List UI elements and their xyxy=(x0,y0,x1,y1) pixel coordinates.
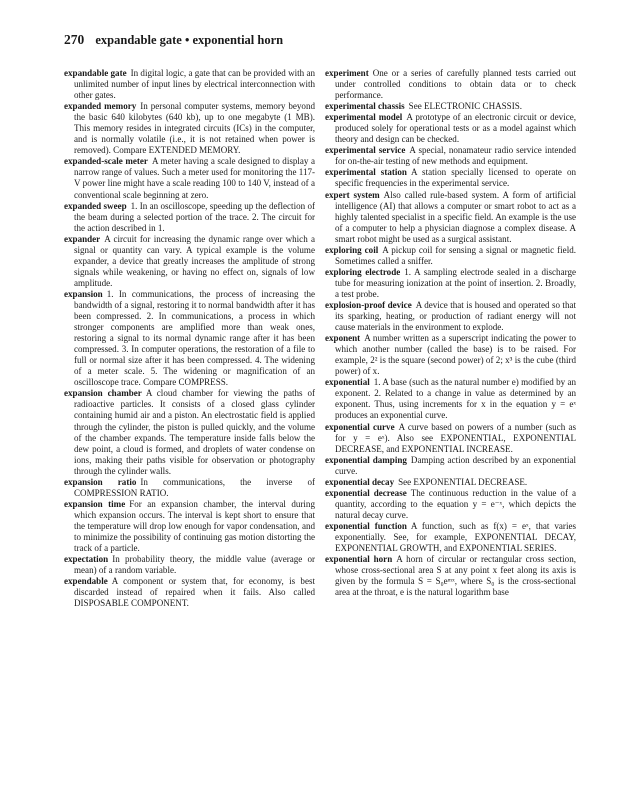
entry-definition: Damping action described by an exponential curve. xyxy=(335,454,576,476)
entry-definition: In communications, the inverse of COMPRESSION RATIO. xyxy=(74,476,315,498)
dictionary-entry xyxy=(325,267,576,300)
entry-term: experiment xyxy=(325,68,369,78)
entry-term: expansion time xyxy=(64,498,126,509)
entry-definition: A station specially licensed to operate on specific frequencies in the experimental service. xyxy=(335,167,576,189)
entry-term: expansion chamber xyxy=(64,388,142,399)
dictionary-entry xyxy=(325,101,576,112)
dictionary-entry xyxy=(325,521,576,554)
entry-term: expansion xyxy=(64,288,103,299)
page-number: 270 xyxy=(64,32,85,47)
dictionary-entry xyxy=(64,201,315,234)
entry-definition: In digital logic, a gate that can be provided with an unlimited number of input lines by electrical interconnection with other gates. xyxy=(74,68,315,101)
entry-term: exploring coil xyxy=(325,244,379,255)
dictionary-entry xyxy=(325,167,576,189)
entry-term: exponential function xyxy=(325,520,407,531)
entry-term: exponential curve xyxy=(325,421,395,432)
entry-term: expandable gate xyxy=(64,68,127,78)
entry-term: experimental model xyxy=(325,112,403,123)
dictionary-entry xyxy=(64,576,315,609)
entry-definition: 1. In an oscilloscope, speeding up the deflection of the beam during a selected portion of the trace. 2. The circuit for the action described in 1. xyxy=(74,200,315,233)
running-header xyxy=(64,32,584,48)
entry-term: expansion ratio xyxy=(64,476,137,487)
running-head: expandable gate • exponential horn xyxy=(95,33,284,47)
dictionary-entry xyxy=(325,377,576,421)
dictionary-entry xyxy=(64,156,315,200)
entry-definition: A function, such as f(x) = eˣ, that varies exponentially. See, for example, EXPONENTIAL DECAY, EXPONENTIAL GROWTH, and EXPONENTIAL SERIES. xyxy=(335,520,576,554)
entry-definition: In personal computer systems, memory beyond the basic 640 kilobytes (640 kb), up to one megabyte (1 MB). This memory resides in integrated circuits (ICs) in the computer, and is normally volatile (i.e., it is not retained when power is removed). Compare EXTENDED MEMORY. xyxy=(74,101,315,156)
entry-definition: Also called rule-based system. A form of artificial intelligence (AI) that allows a computer or smart robot to act as a highly talented specialist in a specific field. An example is the use of a computer to help a physician diagnose a complex disease. A smart robot might be used as a surgical assistant. xyxy=(335,189,576,244)
dictionary-entry xyxy=(64,289,315,388)
entry-definition: 1. In communications, the process of increasing the bandwidth of a signal, restoring it to normal bandwidth after it has been compressed. 2. In communications, a process in which stronger components are amplified more than weak ones, restoring a signal to its normal dynamic range after it has been compressed. 3. In computer operations, the restoration of a file to full or normal size after it has been compressed. 4. The widening of a meter scale. 5. The widening or magnification of an oscilloscope trace. Compare COMPRESS. xyxy=(74,288,315,388)
entry-definition: See ELECTRONIC CHASSIS. xyxy=(408,101,522,112)
entry-term: expanded memory xyxy=(64,101,137,112)
dictionary-entry xyxy=(325,112,576,145)
dictionary-entry xyxy=(325,333,576,377)
entry-term: experimental service xyxy=(325,145,406,156)
entry-term: expanded-scale meter xyxy=(64,156,148,167)
dictionary-entry xyxy=(325,68,576,101)
dictionary-entry xyxy=(64,388,315,476)
entry-term: exponential decay xyxy=(325,476,395,487)
dictionary-entry xyxy=(325,145,576,167)
entry-term: exponential damping xyxy=(325,454,407,465)
dictionary-entry xyxy=(325,300,576,333)
dictionary-entry xyxy=(64,554,315,576)
entry-definition: A number written as a superscript indicating the power to which another number (called the base) is to be raised. For example, 2² is the square (second power) of 2; x³ is the cube (third power) of x. xyxy=(335,333,576,377)
dictionary-entry xyxy=(64,234,315,289)
dictionary-entry xyxy=(64,101,315,156)
entry-term: exponent xyxy=(325,333,361,344)
dictionary-entry xyxy=(64,499,315,554)
entry-definition: A component or system that, for economy, is best discarded instead of repaired when it fails. Also called DISPOSABLE COMPONENT. xyxy=(74,576,315,609)
entry-definition: A prototype of an electronic circuit or device, produced solely for operational tests or as a model against which theory and design can be checked. xyxy=(335,112,576,145)
entry-term: exponential decrease xyxy=(325,487,407,498)
entry-term: expanded sweep xyxy=(64,200,127,211)
entry-definition: See EXPONENTIAL DECREASE. xyxy=(398,476,528,487)
entry-definition: In probability theory, the middle value (average or mean) of a random variable. xyxy=(74,554,315,576)
entry-definition: 1. A sampling electrode sealed in a discharge tube for measuring ionization at the point of insertion. 2. Broadly, a test probe. xyxy=(335,266,576,299)
dictionary-entry xyxy=(325,554,576,598)
dictionary-entry xyxy=(325,455,576,477)
dictionary-entry xyxy=(325,488,576,521)
left-column xyxy=(64,68,315,609)
entry-term: explosion-proof device xyxy=(325,299,412,310)
entry-term: exponential xyxy=(325,377,370,388)
entry-definition: A cloud chamber for viewing the paths of radioactive particles. It consists of a closed glass cylinder containing humid air and a piston. An electrostatic field is applied through the cylinder, the piston is pulled quickly, and the volume of the chamber expands. The temperature inside falls below the dew point, a cloud is formed, and droplets of water condense on ions, making their paths visible for observation or photography through the cylinder walls. xyxy=(74,388,315,476)
dictionary-entry xyxy=(64,477,315,499)
entry-definition: A curve based on powers of a number (such as for y = eˣ). Also see EXPONENTIAL, EXPONENTIAL DECREASE, and EXPONENTIAL INCREASE. xyxy=(335,421,576,454)
entry-definition: A device that is housed and operated so that its sparking, heating, or production of radiant energy will not cause materials in the environment to explode. xyxy=(335,299,576,333)
dictionary-entry xyxy=(325,190,576,245)
entry-term: expert system xyxy=(325,189,380,200)
entry-definition: A horn of circular or rectangular cross section, whose cross-sectional area S at any point x feet along its axis is given by the formula S = S₀eᵐˣ, where S₀ is the cross-sectional area at the throat, e is the natural logarithm base xyxy=(335,554,576,598)
entry-definition: One or a series of carefully planned tests carried out under controlled conditions to obtain data or to check performance. xyxy=(335,68,576,101)
entry-definition: A circuit for increasing the dynamic range over which a signal or quantity can vary. A typical example is the volume expander, a device that greatly increases the amplitude of strong signals while weakening, or having no effect on, signals of low amplitude. xyxy=(74,233,315,288)
entry-term: exploring electrode xyxy=(325,266,401,277)
entry-definition: A pickup coil for sensing a signal or magnetic field. Sometimes called a sniffer. xyxy=(335,244,576,266)
entry-definition: 1. A base (such as the natural number e) modified by an exponent. 2. Related to a change in value as determined by an exponent. Thus, using increments for x in the equation y = eˣ produces an exponential curve. xyxy=(335,377,576,421)
dictionary-entry xyxy=(325,477,576,488)
entry-term: expectation xyxy=(64,554,109,565)
entry-term: experimental chassis xyxy=(325,101,405,112)
entry-definition: A special, nonamateur radio service intended for on-the-air testing of new methods and equipment. xyxy=(335,145,576,167)
entry-term: expander xyxy=(64,233,101,244)
dictionary-entry xyxy=(64,68,315,101)
entry-definition: The continuous reduction in the value of a quantity, according to the equation y = e⁻ˣ, which depicts the natural decay curve. xyxy=(335,487,576,520)
entry-term: exponential horn xyxy=(325,554,393,565)
entry-definition: For an expansion chamber, the interval during which expansion occurs. The interval is kept short to ensure that the temperature will drop low enough for vapor condensation, and to minimize the possibility of continuing gas motion distorting the track of a particle. xyxy=(74,498,315,554)
entry-term: expendable xyxy=(64,576,108,587)
entry-definition: A meter having a scale designed to display a narrow range of values. Such a meter used for monitoring the 117-V power line might have a scale reading 100 to 140 V, instead of a conventional scale beginning at zero. xyxy=(74,156,315,200)
dictionary-entry xyxy=(325,245,576,267)
right-column xyxy=(325,68,576,598)
dictionary-entry xyxy=(325,422,576,455)
entry-term: experimental station xyxy=(325,167,407,178)
